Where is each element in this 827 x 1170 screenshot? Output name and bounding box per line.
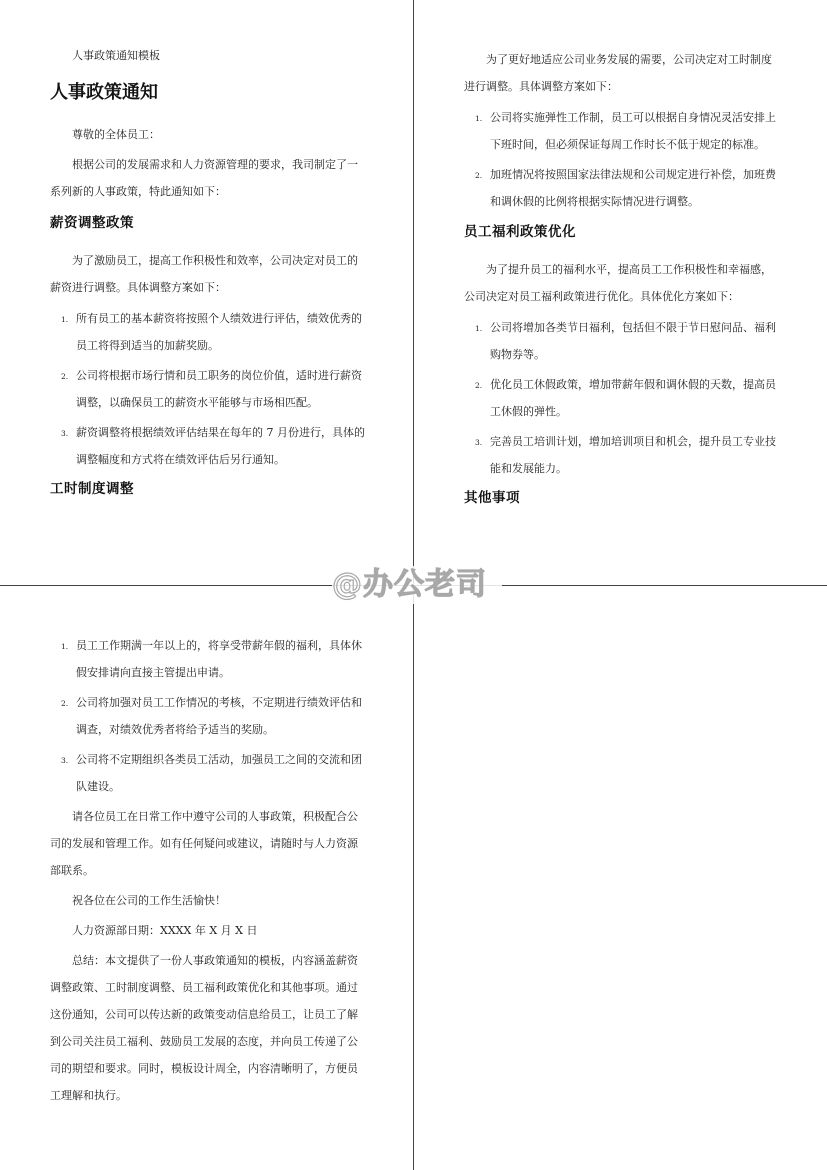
section-heading-salary: 薪资调整政策	[50, 215, 134, 231]
list-text: 优化员工休假政策，增加带薪年假和调休假的天数，提高员工休假的弹性。	[490, 378, 776, 418]
worktime-list	[464, 104, 782, 215]
list-item	[464, 371, 782, 425]
list-number: 1.	[61, 315, 69, 324]
document-title: 人事政策通知	[50, 82, 158, 103]
section-intro-salary: 为了激励员工，提高工作积极性和效率，公司决定对员工的薪资进行调整。具体调整方案如下：	[50, 254, 358, 294]
list-text: 员工工作期满一年以上的，将享受带薪年假的福利，具体休假安排请向直接主管提出申请。	[76, 639, 362, 679]
list-number: 3.	[61, 756, 69, 765]
closing-paragraph: 请各位员工在日常工作中遵守公司的人事政策，积极配合公司的发展和管理工作。如有任何疑问或建议，请随时与人力资源部联系。	[50, 810, 358, 877]
section-heading-other: 其他事项	[464, 490, 520, 506]
list-item	[50, 689, 368, 743]
list-text: 公司将不定期组织各类员工活动，加强员工之间的交流和团队建设。	[76, 753, 362, 793]
section-heading-benefits: 员工福利政策优化	[464, 224, 576, 240]
benefits-list	[464, 314, 782, 482]
page-1	[50, 48, 368, 499]
list-item	[464, 104, 782, 158]
list-item	[50, 746, 368, 800]
section-intro-worktime: 为了更好地适应公司业务发展的需要，公司决定对工时制度进行调整。具体调整方案如下：	[464, 53, 772, 93]
list-text: 薪资调整将根据绩效评估结果在每年的 7 月份进行，具体的调整幅度和方式将在绩效评估后另行通知。	[76, 426, 365, 466]
list-number: 2.	[61, 372, 69, 381]
list-number: 1.	[61, 642, 69, 651]
watermark: @办公老司	[332, 566, 502, 604]
list-text: 公司将加强对员工工作情况的考核，不定期进行绩效评估和调查，对绩效优秀者将给予适当的奖励。	[76, 696, 362, 736]
list-number: 2.	[61, 699, 69, 708]
list-text: 公司将实施弹性工作制，员工可以根据自身情况灵活安排上下班时间，但必须保证每周工作时长不低于规定的标准。	[490, 111, 776, 151]
list-item	[50, 362, 368, 416]
list-text: 公司将增加各类节日福利，包括但不限于节日慰问品、福利购物券等。	[490, 321, 776, 361]
list-number: 3.	[61, 429, 69, 438]
list-number: 1.	[475, 114, 483, 123]
wish-line: 祝各位在公司的工作生活愉快！	[72, 894, 226, 907]
signature-line: 人力资源部日期：XXXX 年 X 月 X 日	[72, 924, 258, 937]
list-text: 所有员工的基本薪资将按照个人绩效进行评估，绩效优秀的员工将得到适当的加薪奖励。	[76, 312, 362, 352]
list-item	[50, 632, 368, 686]
list-text: 完善员工培训计划，增加培训项目和机会，提升员工专业技能和发展能力。	[490, 435, 776, 475]
greeting: 尊敬的全体员工：	[72, 128, 160, 141]
list-item	[464, 428, 782, 482]
list-item	[50, 305, 368, 359]
list-item	[464, 161, 782, 215]
header-label: 人事政策通知模板	[72, 49, 160, 62]
list-text: 公司将根据市场行情和员工职务的岗位价值，适时进行薪资调整，以确保员工的薪资水平能够与市场相匹配。	[76, 369, 362, 409]
list-number: 2.	[475, 171, 483, 180]
page-2	[464, 46, 782, 508]
list-item	[50, 419, 368, 473]
salary-list	[50, 305, 368, 473]
section-intro-benefits: 为了提升员工的福利水平，提高员工工作积极性和幸福感，公司决定对员工福利政策进行优化。具体优化方案如下：	[464, 263, 772, 303]
list-number: 1.	[475, 324, 483, 333]
summary-paragraph: 总结：本文提供了一份人事政策通知的模板，内容涵盖薪资调整政策、工时制度调整、员工福利政策优化和其他事项。通过这份通知，公司可以传达新的政策变动信息给员工，让员工了解到公司关注员工福利、鼓励员工发展的态度，并向员工传递了公司的期望和要求。同时，模板设计周全，内容清晰明了，方便员工理解和执行。	[50, 954, 358, 1102]
list-number: 3.	[475, 438, 483, 447]
list-text: 加班情况将按照国家法律法规和公司规定进行补偿，加班费和调休假的比例将根据实际情况进行调整。	[490, 168, 776, 208]
page-3	[50, 632, 368, 1109]
other-list	[50, 632, 368, 800]
list-item	[464, 314, 782, 368]
section-heading-worktime: 工时制度调整	[50, 481, 134, 497]
list-number: 2.	[475, 381, 483, 390]
intro-paragraph: 根据公司的发展需求和人力资源管理的要求，我司制定了一系列新的人事政策，特此通知如下：	[50, 158, 358, 198]
